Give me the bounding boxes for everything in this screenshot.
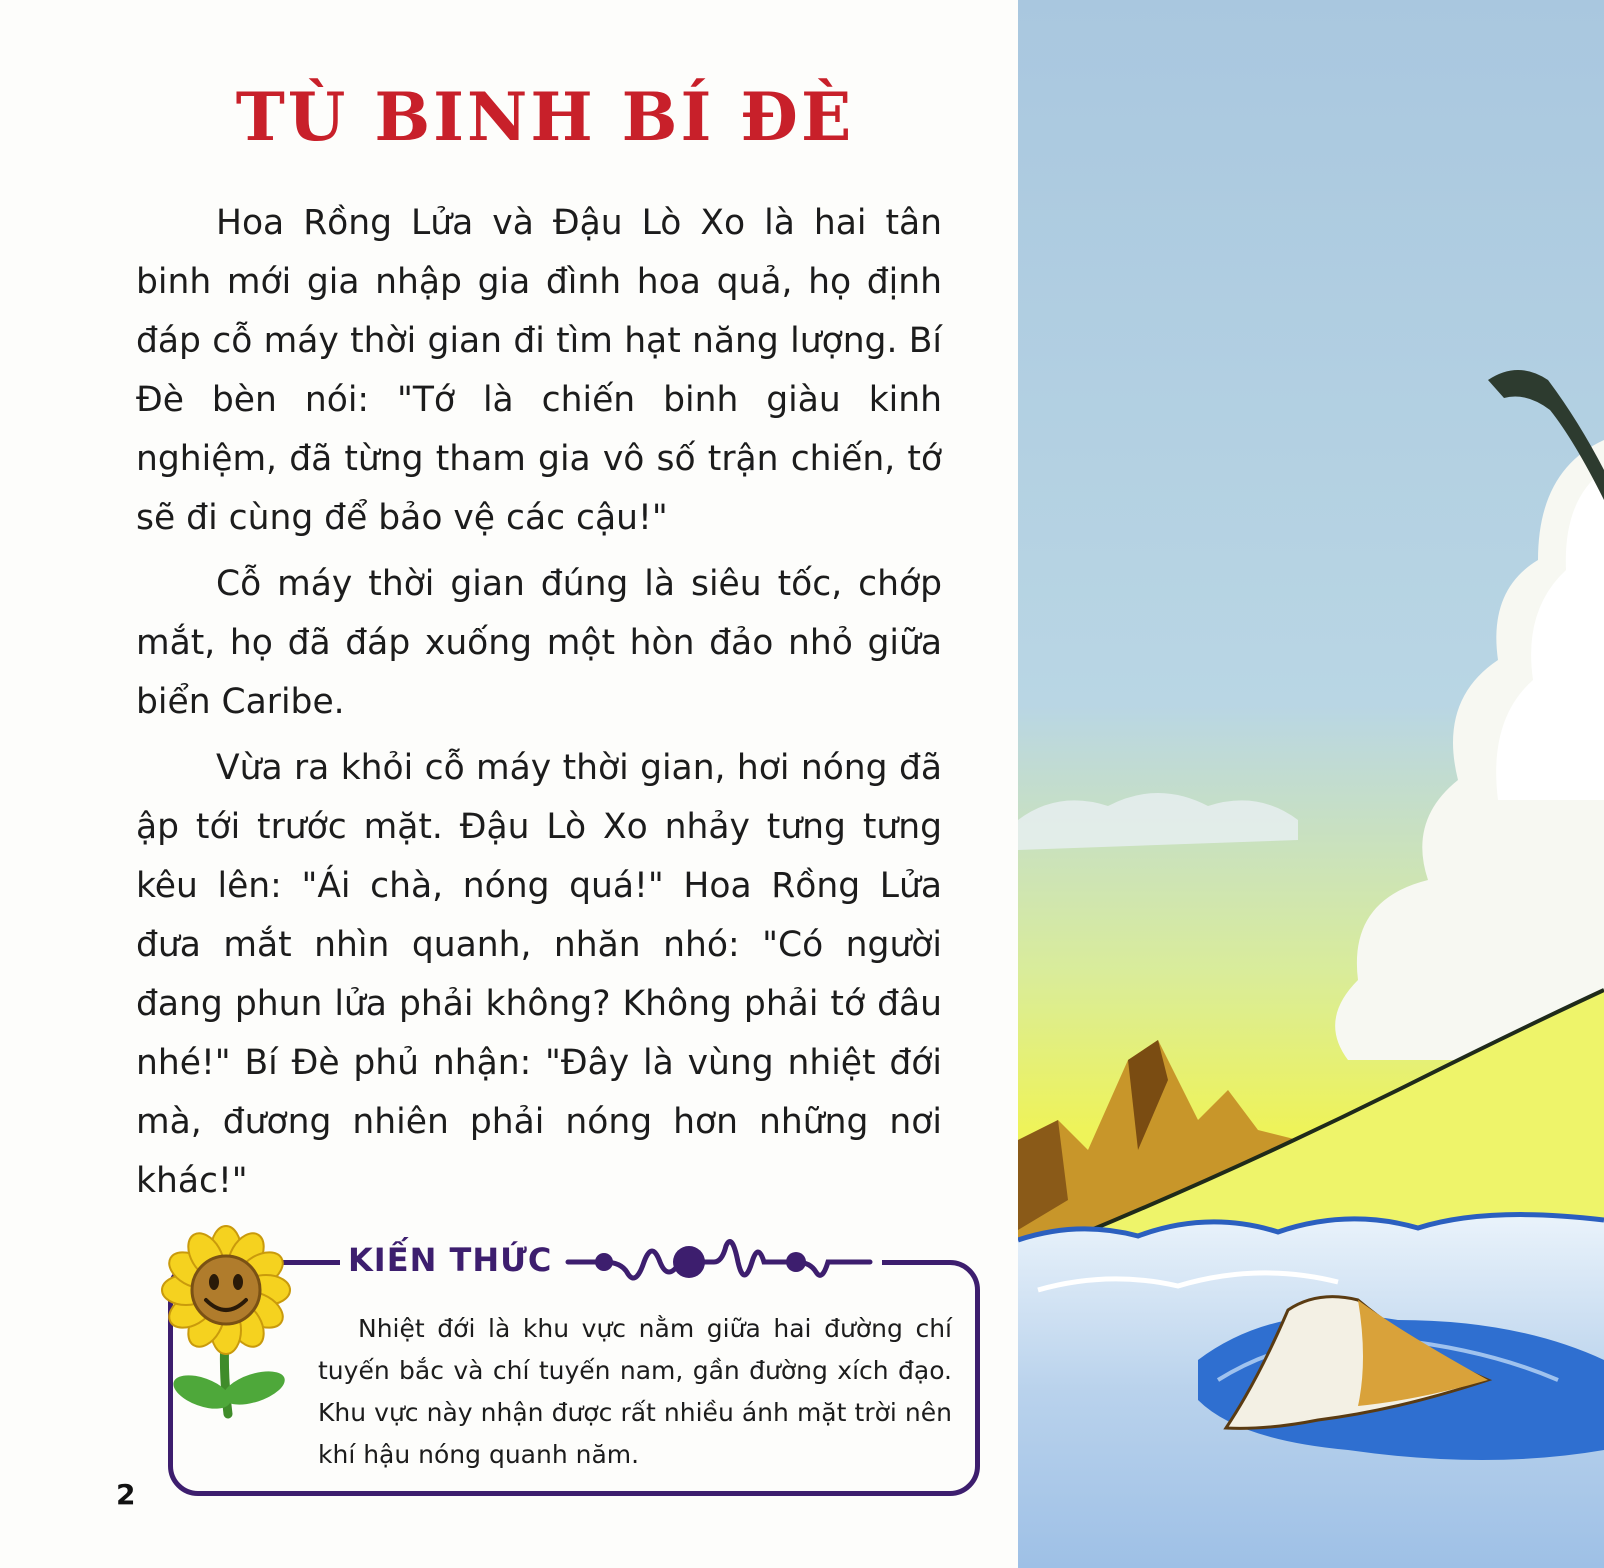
story-paragraph-2: Cỗ máy thời gian đúng là siêu tốc, chớp mắt, họ đã đáp xuống một hòn đảo nhỏ giữa biển Caribe. (136, 564, 942, 722)
sunflower-icon (148, 1224, 316, 1424)
story-text (136, 194, 942, 1218)
story-paragraph-1: Hoa Rồng Lửa và Đậu Lò Xo là hai tân binh mới gia nhập gia đình hoa quả, họ định đáp cỗ máy thời gian đi tìm hạt năng lượng. Bí Đè bèn nói: "Tớ là chiến binh giàu kinh nghiệm, đã từng tham gia vô số trận chiến, tớ sẽ đi cùng để bảo vệ các cậu!" (136, 203, 942, 538)
wave-icon (564, 1232, 874, 1288)
page-title: TÙ BINH BÍ ĐÈ (235, 78, 855, 156)
page-number: 2 (116, 1478, 136, 1511)
story-paragraph-3: Vừa ra khỏi cỗ máy thời gian, hơi nóng đã ập tới trước mặt. Đậu Lò Xo nhảy tưng tưng kêu lên: "Ái chà, nóng quá!" Hoa Rồng Lửa đưa mắt nhìn quanh, nhăn nhó: "Có người đang phun lửa phải không? Không phải tớ đâu nhé!" Bí Đè phủ nhận: "Đây là vùng nhiệt đới mà, đương nhiên phải nóng hơn những nơi khác!" (136, 748, 942, 1201)
knowledge-title: KIẾN THỨC (348, 1241, 553, 1279)
story-illustration (1018, 0, 1604, 1568)
knowledge-text: Nhiệt đới là khu vực nằm giữa hai đường chí tuyến bắc và chí tuyến nam, gần đường xích đạo. Khu vực này nhận được rất nhiều ánh mặt trời nên khí hậu nóng quanh năm. (318, 1314, 952, 1469)
knowledge-header (340, 1232, 882, 1288)
